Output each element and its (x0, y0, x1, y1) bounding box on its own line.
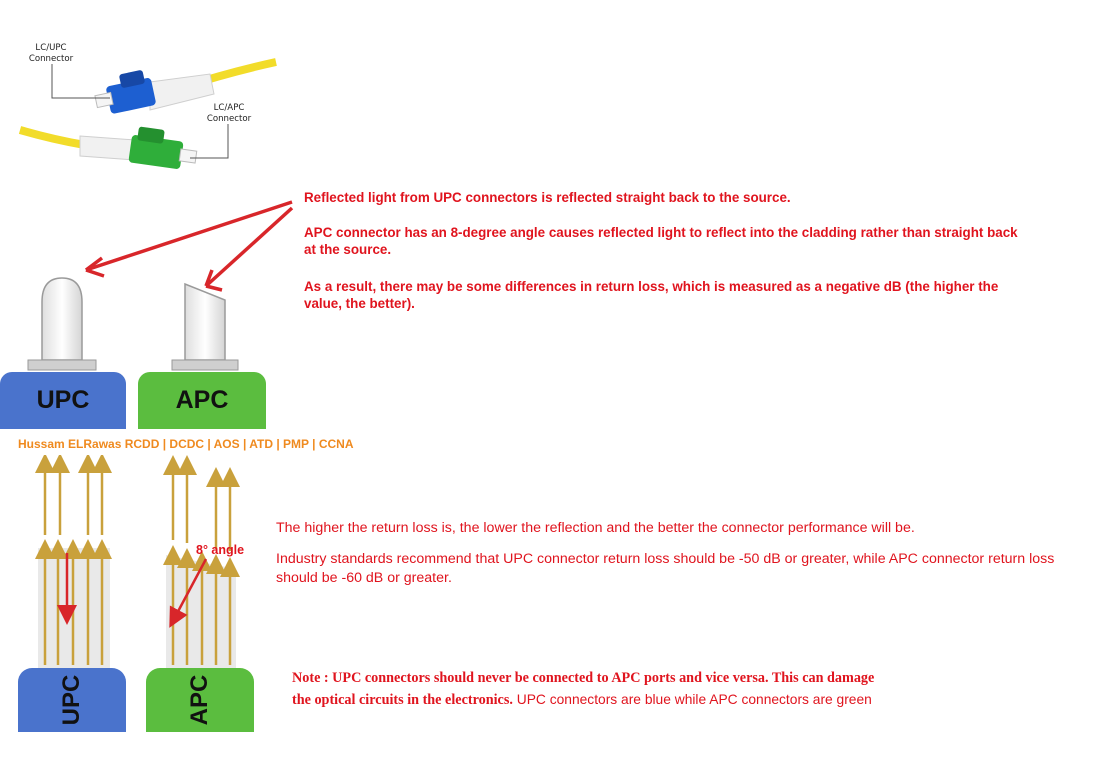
explanation-paragraph-1: Reflected light from UPC connectors is reflected straight back to the source. (304, 190, 791, 205)
reflection-diagram (0, 455, 270, 680)
apc-badge-top (138, 372, 266, 429)
upc-badge-bottom (18, 668, 126, 732)
compatibility-note-warning: Note : UPC connectors should never be connected to APC ports and vice versa. This can damage the optical circuits in the electronics. (292, 670, 875, 708)
apc-badge-bottom-label: APC (186, 674, 213, 726)
apc-badge-top-label: APC (175, 386, 229, 414)
lc-connectors-photo (0, 0, 290, 190)
lc-apc-label: LC/APC Connector (206, 103, 252, 124)
return-loss-line-2: Industry standards recommend that UPC connector return loss should be -50 dB or greater, while APC connector return loss should be -60 dB or greater. (276, 551, 1055, 586)
upc-badge-top-label: UPC (36, 386, 90, 414)
return-loss-line-1: The higher the return loss is, the lower the reflection and the better the connector performance will be. (276, 520, 915, 536)
upc-badge-top (0, 372, 126, 429)
upc-badge-bottom-label: UPC (58, 674, 85, 726)
explanation-paragraph-3: As a result, there may be some differences in return loss, which is measured as a negative dB (the higher the value, the better). (304, 279, 999, 311)
compatibility-note (292, 667, 892, 711)
compatibility-note-colors: UPC connectors are blue while APC connectors are green (512, 692, 872, 707)
apc-badge-bottom (146, 668, 254, 732)
author-credit: Hussam ELRawas RCDD | DCDC | AOS | ATD | PMP | CCNA (18, 437, 354, 451)
explanation-paragraph-2: APC connector has an 8-degree angle causes reflected light to reflect into the cladding rather than straight back at the source. (304, 225, 1018, 257)
eight-degree-angle-label: 8° angle (196, 543, 245, 557)
lc-upc-label: LC/UPC Connector (28, 43, 74, 64)
